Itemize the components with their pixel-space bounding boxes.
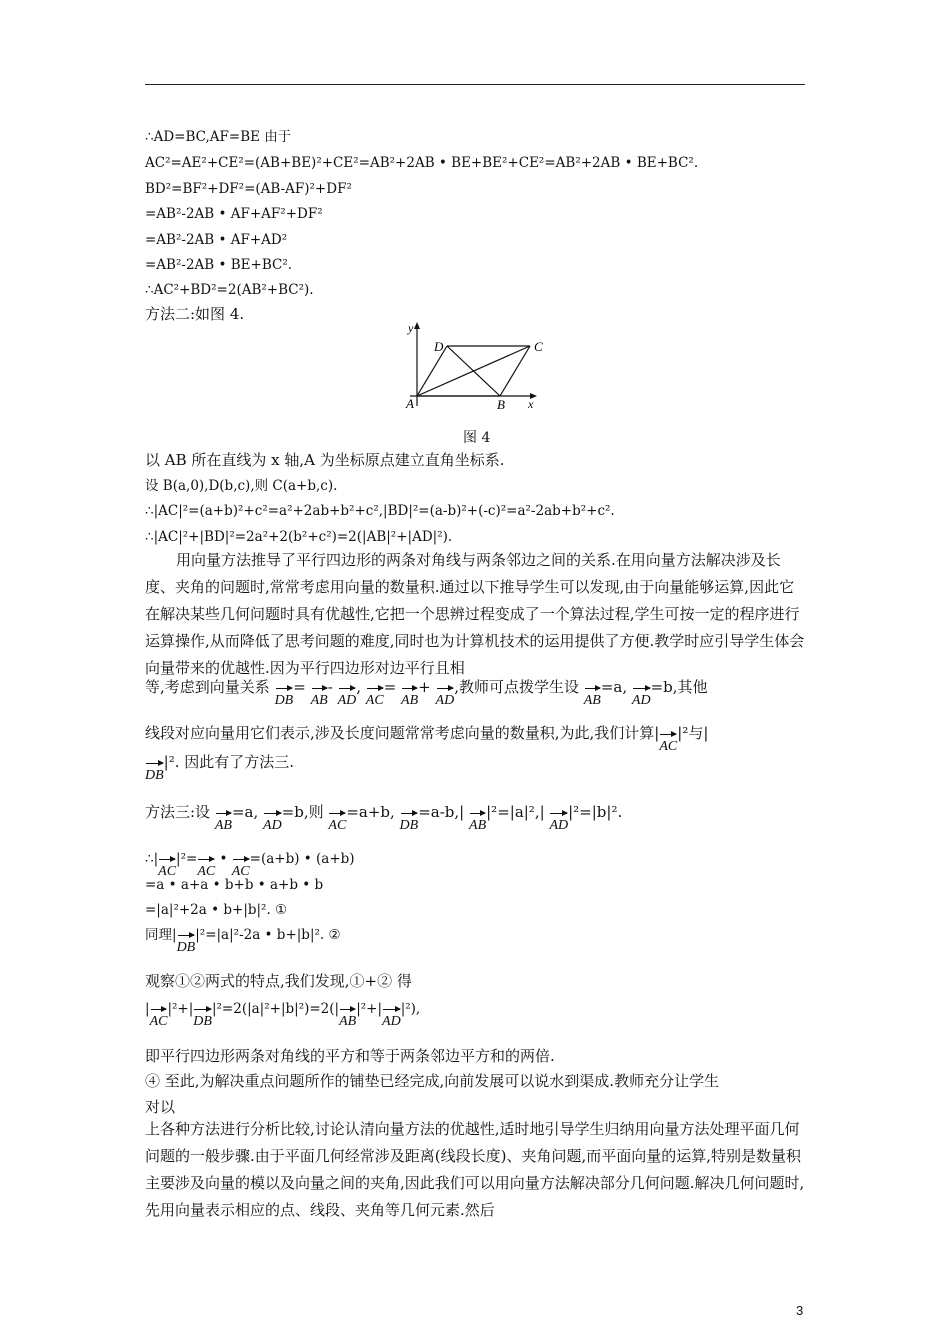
vector-ab: AB bbox=[469, 810, 486, 833]
vector-ad: AD bbox=[436, 685, 455, 708]
equation-line: =AB²-2AB • AF+AD² bbox=[145, 232, 288, 248]
text-line: 线段对应向量用它们表示,涉及长度问题常常考虑向量的数量积,为此,我们计算|AC|²与| bbox=[145, 724, 709, 754]
equation-line: =AB²-2AB • BE+BC². bbox=[145, 257, 293, 273]
equation-line: AC²=AE²+CE²=(AB+BE)²+CE²=AB²+2AB • BE+BE²+CE²=AB²+2AB • BE+BC². bbox=[145, 155, 699, 171]
parallelogram-figure bbox=[400, 316, 560, 416]
text-line: 即平行四边形两条对角线的平方和等于两条邻边平方和的两倍. bbox=[145, 1047, 555, 1065]
equation-line: =|a|²+2a • b+|b|². ① bbox=[145, 902, 288, 918]
equation-line: =AB²-2AB • AF+AF²+DF² bbox=[145, 206, 323, 222]
text-line: 方法三:设 AB=a, AD=b,则 AC=a+b, DB=a-b,| AB|²=|a|²,| AD|²=|b|². bbox=[145, 803, 623, 833]
vector-ad: AD bbox=[549, 810, 568, 833]
equation-line: |AC|²+|DB|²=2(|a|²+|b|²)=2(|AB|²+|AD|²), bbox=[145, 1001, 421, 1029]
x-axis-label: x bbox=[528, 397, 534, 411]
equation-line: =a • a+a • b+b • a+b • b bbox=[145, 877, 324, 893]
y-axis-label: y bbox=[408, 321, 414, 335]
point-b-label: B bbox=[497, 397, 505, 412]
vector-db: DB bbox=[193, 1006, 212, 1029]
text-line: 观察①②两式的特点,我们发现,①+② 得 bbox=[145, 972, 412, 990]
vector-ac: AC bbox=[158, 856, 176, 879]
text-line: 设 B(a,0),D(b,c),则 C(a+b,c). bbox=[145, 478, 338, 494]
vector-ad: AD bbox=[338, 685, 357, 708]
vector-ac: AC bbox=[150, 1006, 168, 1029]
vector-ab: AB bbox=[215, 810, 232, 833]
vector-ac: AC bbox=[328, 810, 346, 833]
paragraph: 用向量方法推导了平行四边形的两条对角线与两条邻边之间的关系.在用向量方法解决涉及长度、夹角的问题时,常常考虑用向量的数量积.通过以下推导学生可以发现,由于向量能够运算,因此它在解决某些几何问题时具有优越性,它把一个思辨过程变成了一个算法过程,学生可按一定的程序进行运算操作,从而降低了思考问题的难度,同时也为计算机技术的运用提供了方便.教学时应引导学生体会向量带来的优越性.因为平行四边形对边平行且相 bbox=[145, 551, 805, 677]
figure-caption: 图 4 bbox=[463, 430, 491, 446]
equation-line: BD²=BF²+DF²=(AB-AF)²+DF² bbox=[145, 181, 352, 197]
text-line: ④ 至此,为解决重点问题所作的铺垫已经完成,向前发展可以说水到渠成.教师充分让学生 bbox=[145, 1072, 720, 1090]
point-a-label: A bbox=[406, 396, 414, 411]
paragraph: 上各种方法进行分析比较,讨论认清向量方法的优越性,适时地引导学生归纳用向量方法处理平面几何问题的一般步骤.由于平面几何经常涉及距离(线段长度)、夹角问题,而平面向量的运算,特别是数量积主要涉及向量的模以及向量之间的夹角,因此我们可以用向量方法解决部分几何问题.解决几何问题时,先用向量表示相应的点、线段、夹角等几何元素.然后 bbox=[145, 1120, 805, 1219]
text-line: DB|². 因此有了方法三. bbox=[145, 753, 295, 783]
vector-ac: AC bbox=[659, 731, 677, 754]
text-line: 对以 bbox=[145, 1098, 176, 1116]
vector-ab: AB bbox=[584, 685, 601, 708]
vector-ad: AD bbox=[382, 1006, 401, 1029]
vector-ad: AD bbox=[632, 685, 651, 708]
vector-ab: AB bbox=[339, 1006, 356, 1029]
vector-ad: AD bbox=[263, 810, 282, 833]
vector-ab: AB bbox=[401, 685, 418, 708]
method-heading: 方法二:如图 4. bbox=[145, 305, 245, 323]
header-rule bbox=[145, 84, 805, 85]
vector-db: DB bbox=[275, 685, 294, 708]
vector-ac: AC bbox=[197, 856, 215, 879]
vector-db: DB bbox=[400, 810, 419, 833]
equation-line: ∴AC²+BD²=2(AB²+BC²). bbox=[145, 282, 314, 298]
vector-ab: AB bbox=[311, 685, 328, 708]
equation-line: ∴|AC|²=AC • AC=(a+b) • (a+b) bbox=[145, 851, 355, 879]
text-line: ∴AD=BC,AF=BE 由于 bbox=[145, 129, 292, 145]
text-line: 等,考虑到向量关系 DB= AB- AD, AC= AB+ AD,教师可点拨学生设 AB=a, AD=b,其他 bbox=[145, 678, 708, 708]
equation-line: ∴|AC|²+|BD|²=2a²+2(b²+c²)=2(|AB|²+|AD|²). bbox=[145, 529, 453, 545]
vector-db: DB bbox=[177, 932, 196, 955]
point-d-label: D bbox=[434, 339, 444, 354]
page-number: 3 bbox=[796, 1303, 804, 1318]
equation-line: 同理|DB|²=|a|²-2a • b+|b|². ② bbox=[145, 927, 341, 955]
vector-ac: AC bbox=[366, 685, 384, 708]
equation-line: ∴|AC|²=(a+b)²+c²=a²+2ab+b²+c²,|BD|²=(a-b)²+(-c)²=a²-2ab+b²+c². bbox=[145, 503, 615, 519]
point-c-label: C bbox=[534, 339, 543, 354]
vector-ac: AC bbox=[232, 856, 250, 879]
vector-db: DB bbox=[145, 760, 164, 783]
text-line: 以 AB 所在直线为 x 轴,A 为坐标原点建立直角坐标系. bbox=[145, 451, 505, 469]
